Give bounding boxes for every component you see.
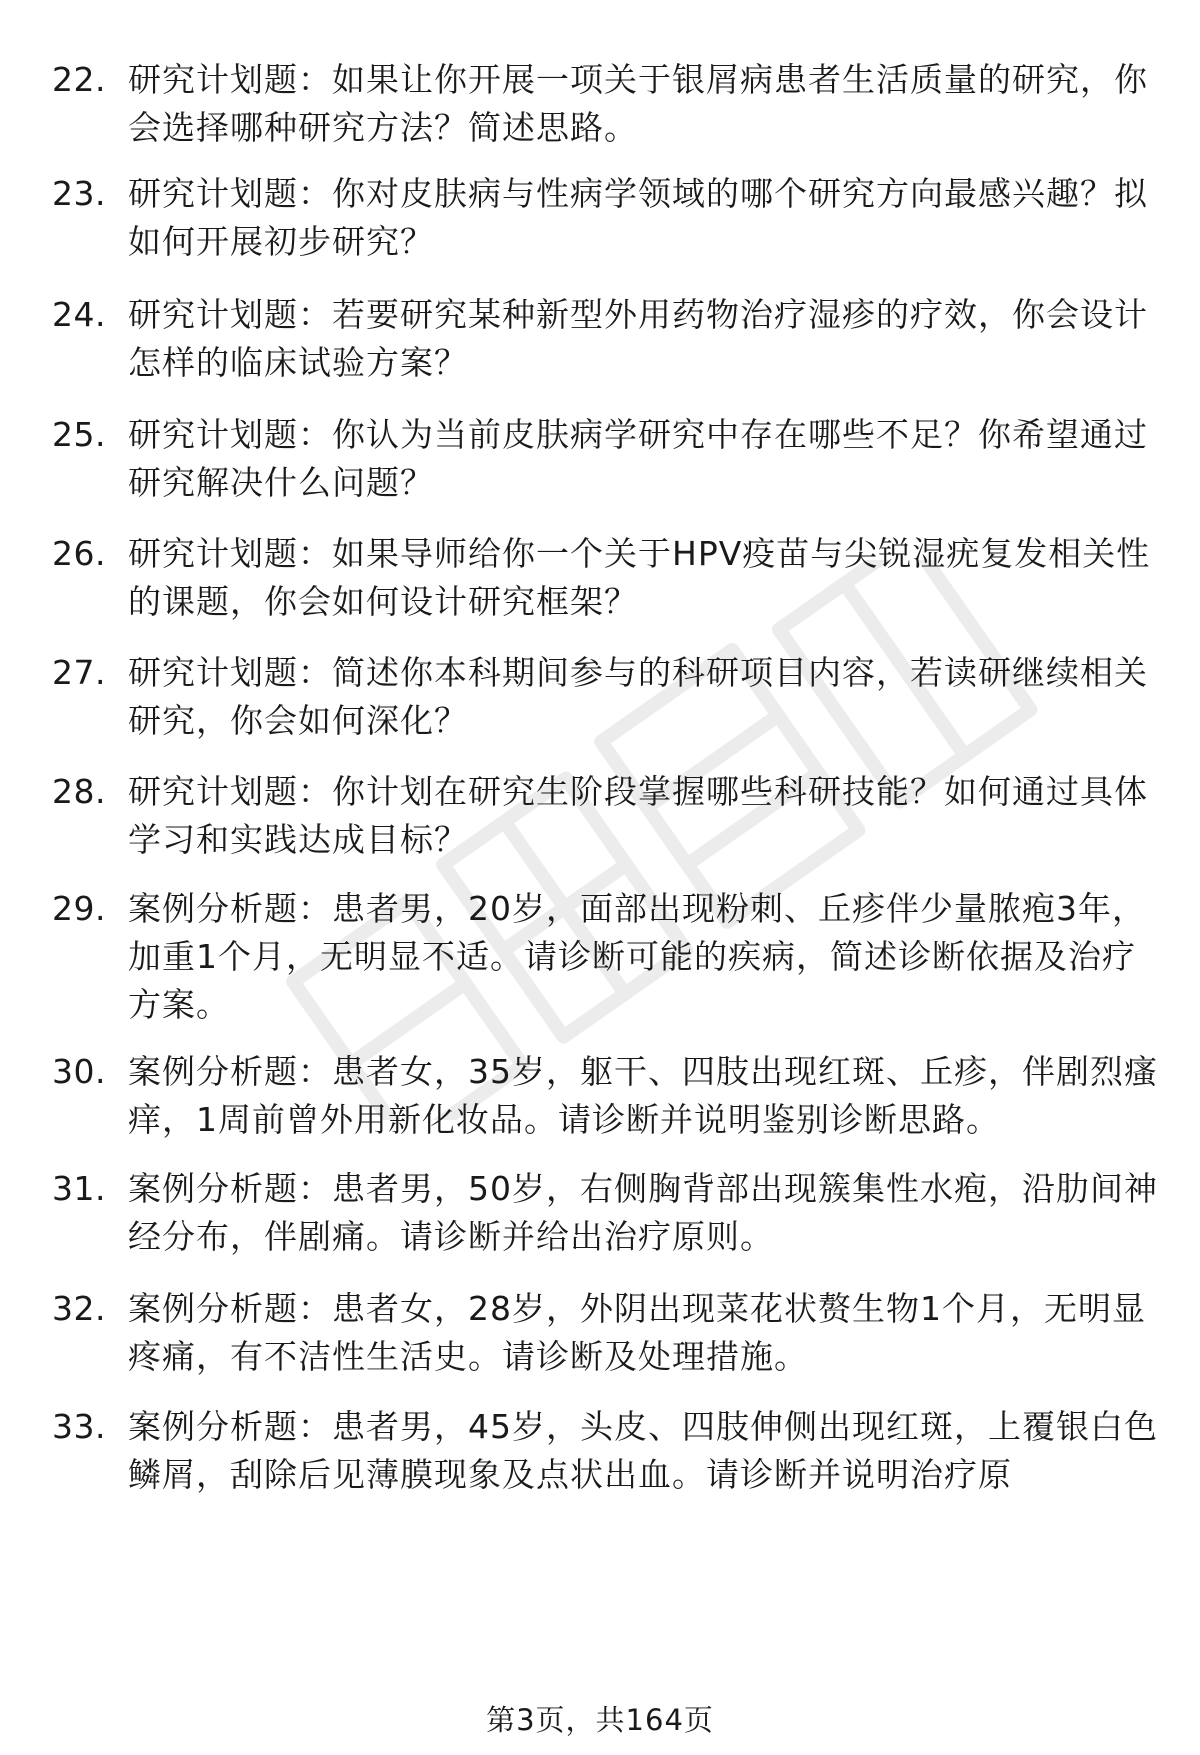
question-number: 22. — [52, 60, 106, 99]
question-number: 31. — [52, 1169, 106, 1208]
question-number: 25. — [52, 415, 106, 454]
question-text: 研究计划题：你计划在研究生阶段掌握哪些科研技能？如何通过具体学习和实践达成目标？ — [128, 772, 1148, 859]
question-number: 29. — [52, 889, 106, 928]
page-indicator: 第3页，共164页 — [486, 1703, 714, 1737]
question-text: 研究计划题：若要研究某种新型外用药物治疗湿疹的疗效，你会设计怎样的临床试验方案？ — [128, 295, 1148, 382]
question-number: 32. — [52, 1289, 106, 1328]
question-text: 研究计划题：简述你本科期间参与的科研项目内容，若读研继续相关研究，你会如何深化？ — [128, 653, 1148, 740]
question-number: 27. — [52, 653, 106, 692]
question-text: 研究计划题：如果导师给你一个关于HPV疫苗与尖锐湿疣复发相关性的课题，你会如何设计研究框架？ — [128, 534, 1151, 621]
question-text: 研究计划题：你认为当前皮肤病学研究中存在哪些不足？你希望通过研究解决什么问题？ — [128, 415, 1148, 502]
question-number: 26. — [52, 534, 106, 573]
question-text: 案例分析题：患者男，20岁，面部出现粉刺、丘疹伴少量脓疱3年，加重1个月，无明显不适。请诊断可能的疾病，简述诊断依据及治疗方案。 — [128, 889, 1146, 1024]
question-text: 案例分析题：患者男，50岁，右侧胸背部出现簇集性水疱，沿肋间神经分布，伴剧痛。请诊断并给出治疗原则。 — [128, 1169, 1158, 1256]
question-number: 33. — [52, 1407, 106, 1446]
question-text: 研究计划题：你对皮肤病与性病学领域的哪个研究方向最感兴趣？拟如何开展初步研究？ — [128, 174, 1148, 261]
question-number: 28. — [52, 772, 106, 811]
question-number: 24. — [52, 295, 106, 334]
question-number: 30. — [52, 1052, 106, 1091]
question-text: 案例分析题：患者女，28岁，外阴出现菜花状赘生物1个月，无明显疼痛，有不洁性生活史。请诊断及处理措施。 — [128, 1289, 1146, 1376]
question-text: 研究计划题：如果让你开展一项关于银屑病患者生活质量的研究，你会选择哪种研究方法？简述思路。 — [128, 60, 1148, 147]
question-number: 23. — [52, 174, 106, 213]
question-text: 案例分析题：患者女，35岁，躯干、四肢出现红斑、丘疹，伴剧烈瘙痒，1周前曾外用新化妆品。请诊断并说明鉴别诊断思路。 — [128, 1052, 1158, 1139]
question-text: 案例分析题：患者男，45岁，头皮、四肢伸侧出现红斑，上覆银白色鳞屑，刮除后见薄膜现象及点状出血。请诊断并说明治疗原 — [128, 1407, 1158, 1494]
